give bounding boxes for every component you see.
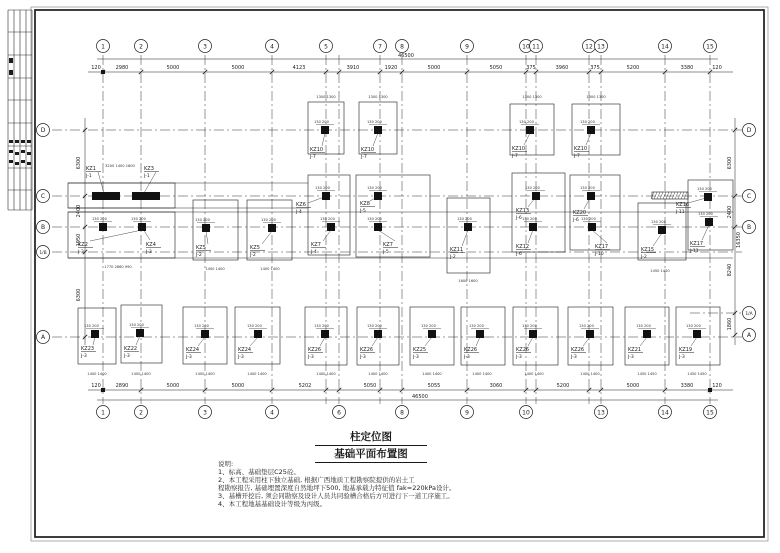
svg-text:2: 2 <box>139 43 143 51</box>
drawing-title <box>315 429 427 463</box>
svg-text:6: 6 <box>337 409 341 417</box>
svg-text:J-10: J-10 <box>595 252 604 257</box>
shear-wall-marker <box>132 192 160 200</box>
svg-text:J-1: J-1 <box>86 174 92 179</box>
svg-text:C: C <box>40 193 46 201</box>
column-marker <box>374 223 382 231</box>
svg-text:1/A: 1/A <box>745 312 753 318</box>
svg-text:1: 1 <box>101 409 105 417</box>
svg-text:J-7: J-7 <box>310 155 316 160</box>
svg-text:1770 2860 990: 1770 2860 990 <box>104 265 132 269</box>
column-marker <box>321 126 329 134</box>
column-marker <box>99 223 107 231</box>
svg-text:KZ19: KZ19 <box>679 347 693 353</box>
svg-text:6300: 6300 <box>76 156 82 170</box>
svg-text:1920: 1920 <box>384 65 398 71</box>
svg-text:5200: 5200 <box>556 383 570 389</box>
svg-text:130 200: 130 200 <box>314 120 329 124</box>
svg-text:5000: 5000 <box>166 383 180 389</box>
svg-text:KZ26: KZ26 <box>308 347 322 353</box>
svg-text:46500: 46500 <box>398 53 414 59</box>
svg-text:B: B <box>40 224 46 232</box>
svg-text:46500: 46500 <box>412 394 428 400</box>
svg-text:B: B <box>746 224 752 232</box>
svg-text:130 200: 130 200 <box>457 217 472 221</box>
svg-text:KZ25: KZ25 <box>413 347 427 353</box>
svg-text:KZ10: KZ10 <box>512 146 526 152</box>
column-marker <box>529 330 537 338</box>
svg-text:130 200: 130 200 <box>367 217 382 221</box>
column-marker <box>268 224 276 232</box>
svg-text:1400 1400: 1400 1400 <box>87 372 107 376</box>
svg-text:J-6: J-6 <box>516 216 522 221</box>
svg-text:130 200: 130 200 <box>580 186 595 190</box>
column-marker <box>588 223 596 231</box>
svg-text:KZ2: KZ2 <box>78 242 88 248</box>
svg-text:1300 1300: 1300 1300 <box>316 95 336 99</box>
column-marker <box>693 330 701 338</box>
svg-text:D: D <box>40 127 46 135</box>
svg-text:1400 1400: 1400 1400 <box>368 372 388 376</box>
svg-text:130 200: 130 200 <box>581 217 596 221</box>
svg-text:5000: 5000 <box>231 65 245 71</box>
svg-text:130 200: 130 200 <box>522 217 537 221</box>
column-marker <box>428 330 436 338</box>
svg-text:3380: 3380 <box>680 383 694 389</box>
svg-text:130 200: 130 200 <box>469 324 484 328</box>
note-line: 3、基槽开挖后, 须会同勘察及设计人员共同验槽合格后方可进行下一道工序施工。 <box>218 492 454 500</box>
svg-text:8: 8 <box>400 409 404 417</box>
notes-list <box>218 468 518 508</box>
svg-text:5050: 5050 <box>489 65 503 71</box>
svg-text:KZ8: KZ8 <box>360 201 370 207</box>
svg-text:3060: 3060 <box>489 383 503 389</box>
note-line: 4、本工程地基基础设计等级为丙级。 <box>218 500 327 508</box>
dimension-lines <box>76 53 742 400</box>
column-marker <box>202 224 210 232</box>
svg-text:6300: 6300 <box>76 288 82 302</box>
svg-text:J-3: J-3 <box>679 355 685 360</box>
svg-text:3200 1400 1600: 3200 1400 1600 <box>105 164 135 168</box>
svg-text:J-6: J-6 <box>516 252 522 257</box>
column-marker <box>254 330 262 338</box>
svg-text:KZ24: KZ24 <box>186 347 200 353</box>
svg-text:2: 2 <box>139 409 143 417</box>
svg-text:J-3: J-3 <box>78 250 84 255</box>
svg-text:J-3: J-3 <box>516 355 522 360</box>
svg-text:1450 1450: 1450 1450 <box>637 372 657 376</box>
svg-text:130 200: 130 200 <box>525 186 540 190</box>
svg-text:KZ10: KZ10 <box>310 147 324 153</box>
svg-text:3: 3 <box>203 43 207 51</box>
svg-text:KZ7: KZ7 <box>383 242 393 248</box>
svg-text:130 200: 130 200 <box>320 217 335 221</box>
svg-text:130 200: 130 200 <box>698 212 713 216</box>
column-marker <box>136 329 144 337</box>
title-block-strip <box>8 10 32 210</box>
svg-text:120: 120 <box>91 383 101 389</box>
column-marker <box>374 126 382 134</box>
svg-text:130 200: 130 200 <box>247 324 262 328</box>
svg-text:4: 4 <box>270 409 274 417</box>
svg-text:1400 1400: 1400 1400 <box>472 372 492 376</box>
column-marker <box>643 330 651 338</box>
svg-text:9: 9 <box>465 43 469 51</box>
svg-text:2400: 2400 <box>76 204 82 218</box>
svg-text:8240: 8240 <box>727 263 733 277</box>
svg-text:A: A <box>40 334 46 342</box>
svg-text:130 200: 130 200 <box>697 187 712 191</box>
svg-text:KZ20: KZ20 <box>573 210 587 216</box>
column-marker <box>704 193 712 201</box>
column-marker <box>587 126 595 134</box>
svg-text:J-4: J-4 <box>311 250 317 255</box>
svg-text:130 200: 130 200 <box>636 324 651 328</box>
svg-text:5000: 5000 <box>231 383 245 389</box>
svg-text:130 200: 130 200 <box>129 323 144 327</box>
note-line: 程勘察报告, 基础埋置深度自然地坪下500, 地基承载力特征值 fak=220kPa设计。 <box>218 484 456 492</box>
svg-text:120: 120 <box>91 65 101 71</box>
svg-text:2890: 2890 <box>115 383 129 389</box>
svg-text:375: 375 <box>526 65 536 71</box>
svg-text:5000: 5000 <box>166 65 180 71</box>
svg-text:J-3: J-3 <box>146 250 152 255</box>
svg-text:1400 1400: 1400 1400 <box>195 372 215 376</box>
svg-text:5202: 5202 <box>298 383 312 389</box>
column-marker <box>91 330 99 338</box>
svg-text:120: 120 <box>712 383 722 389</box>
svg-text:J-11: J-11 <box>690 249 699 254</box>
svg-text:3960: 3960 <box>555 65 569 71</box>
svg-text:1300 1300: 1300 1300 <box>368 95 388 99</box>
svg-text:130 200: 130 200 <box>651 220 666 224</box>
svg-text:16350: 16350 <box>736 232 742 248</box>
svg-text:J-3: J-3 <box>308 355 314 360</box>
svg-text:10: 10 <box>522 43 530 51</box>
column-marker <box>374 192 382 200</box>
svg-text:J-3: J-3 <box>238 355 244 360</box>
column-marker <box>532 192 540 200</box>
svg-text:J-7: J-7 <box>512 154 518 159</box>
svg-text:KZ26: KZ26 <box>464 347 478 353</box>
svg-text:KZ1: KZ1 <box>86 166 96 172</box>
svg-text:1400 1400: 1400 1400 <box>247 372 267 376</box>
svg-text:15: 15 <box>706 409 714 417</box>
svg-text:130 200: 130 200 <box>580 120 595 124</box>
svg-text:130 200: 130 200 <box>194 324 209 328</box>
svg-text:3910: 3910 <box>346 65 360 71</box>
svg-text:1/B: 1/B <box>39 251 47 257</box>
svg-text:KZ6: KZ6 <box>296 202 306 208</box>
svg-text:130 200: 130 200 <box>315 186 330 190</box>
svg-text:9: 9 <box>465 409 469 417</box>
svg-text:130 200: 130 200 <box>367 324 382 328</box>
svg-text:130 200: 130 200 <box>367 120 382 124</box>
svg-text:15: 15 <box>706 43 714 51</box>
svg-text:J-2: J-2 <box>641 255 647 260</box>
note-line: 2、本工程采用柱下独立基础, 根据广西地质工程勘察院提供的岩土工 <box>218 476 415 484</box>
svg-text:1400 1400: 1400 1400 <box>422 372 442 376</box>
svg-text:1450 1450: 1450 1450 <box>687 372 707 376</box>
svg-text:120: 120 <box>712 65 722 71</box>
note-line: 1、标高、基础垫层C25砼。 <box>218 468 300 476</box>
svg-text:5200: 5200 <box>626 65 640 71</box>
svg-text:130 200: 130 200 <box>84 324 99 328</box>
svg-text:KZ15: KZ15 <box>641 247 655 253</box>
svg-text:J-2: J-2 <box>250 253 256 258</box>
svg-text:KZ17: KZ17 <box>595 244 609 250</box>
shear-wall-marker <box>92 192 120 200</box>
svg-text:J-4: J-4 <box>296 210 302 215</box>
drawing-title-line2: 基础平面布置图 <box>315 446 427 463</box>
svg-text:1400 1400: 1400 1400 <box>580 372 600 376</box>
svg-text:130 200: 130 200 <box>579 324 594 328</box>
column-marker <box>321 330 329 338</box>
svg-text:1400 1400: 1400 1400 <box>205 267 225 271</box>
notes-heading: 说明: <box>218 460 234 468</box>
column-marker <box>327 223 335 231</box>
svg-text:J-1: J-1 <box>144 174 150 179</box>
svg-text:5055: 5055 <box>427 383 441 389</box>
svg-text:J-3: J-3 <box>186 355 192 360</box>
svg-text:J-3: J-3 <box>413 355 419 360</box>
column-labels <box>77 95 709 376</box>
svg-text:J-2: J-2 <box>450 255 456 260</box>
svg-text:KZ26: KZ26 <box>360 347 374 353</box>
svg-text:7: 7 <box>378 43 382 51</box>
column-marker <box>705 218 713 226</box>
svg-text:KZ13: KZ13 <box>516 208 530 214</box>
svg-text:3: 3 <box>203 409 207 417</box>
svg-text:375: 375 <box>590 65 600 71</box>
svg-text:5000: 5000 <box>626 383 640 389</box>
svg-text:J-3: J-3 <box>360 355 366 360</box>
column-marker <box>138 223 146 231</box>
svg-text:KZ22: KZ22 <box>124 346 138 352</box>
column-marker <box>658 226 666 234</box>
svg-text:13: 13 <box>597 43 605 51</box>
column-marker <box>464 223 472 231</box>
svg-text:J-3: J-3 <box>628 355 634 360</box>
svg-text:KZ23: KZ23 <box>81 346 95 352</box>
svg-text:2980: 2980 <box>115 65 129 71</box>
svg-text:J-7: J-7 <box>574 154 580 159</box>
svg-text:KZ10: KZ10 <box>361 147 375 153</box>
svg-text:5050: 5050 <box>363 383 377 389</box>
svg-text:J-5: J-5 <box>360 209 366 214</box>
svg-text:KZ10: KZ10 <box>574 146 588 152</box>
svg-text:KZ7: KZ7 <box>311 242 321 248</box>
svg-text:1: 1 <box>101 43 105 51</box>
svg-text:8: 8 <box>400 43 404 51</box>
svg-text:J-3: J-3 <box>571 355 577 360</box>
svg-text:1450 1450: 1450 1450 <box>650 269 670 273</box>
svg-text:130 200: 130 200 <box>195 218 210 222</box>
svg-text:4: 4 <box>270 43 274 51</box>
dim-origin-markers <box>101 70 712 392</box>
footing-outline <box>68 212 175 258</box>
svg-text:130 200: 130 200 <box>421 324 436 328</box>
column-marker <box>587 192 595 200</box>
svg-text:KZ3: KZ3 <box>144 166 154 172</box>
svg-text:KZ11: KZ11 <box>450 247 464 253</box>
footings <box>68 102 733 365</box>
svg-text:KZ12: KZ12 <box>516 244 530 250</box>
svg-text:1400 1400: 1400 1400 <box>260 267 280 271</box>
svg-text:1300 1300: 1300 1300 <box>522 95 542 99</box>
svg-text:KZ21: KZ21 <box>628 347 642 353</box>
svg-text:130 200: 130 200 <box>367 186 382 190</box>
svg-text:130 200: 130 200 <box>261 218 276 222</box>
svg-text:KZ24: KZ24 <box>238 347 252 353</box>
column-marker <box>526 126 534 134</box>
svg-text:J-3: J-3 <box>464 355 470 360</box>
column-marker <box>586 330 594 338</box>
svg-text:14: 14 <box>661 409 669 417</box>
svg-text:1950: 1950 <box>76 233 82 247</box>
column-marker <box>476 330 484 338</box>
svg-text:J-6: J-6 <box>573 218 579 223</box>
svg-text:J-2: J-2 <box>196 253 202 258</box>
svg-text:C: C <box>746 193 752 201</box>
svg-text:130 200: 130 200 <box>131 217 146 221</box>
svg-text:D: D <box>746 127 752 135</box>
drawing-title-line1: 柱定位图 <box>315 429 427 446</box>
svg-text:130 200: 130 200 <box>686 324 701 328</box>
svg-text:14: 14 <box>661 43 669 51</box>
svg-text:2400: 2400 <box>727 205 733 219</box>
svg-text:J-7: J-7 <box>361 155 367 160</box>
svg-text:A: A <box>746 332 752 340</box>
svg-text:1400 1400: 1400 1400 <box>316 372 336 376</box>
column-marker <box>201 330 209 338</box>
footing-outline <box>193 200 238 260</box>
svg-text:5000: 5000 <box>427 65 441 71</box>
column-marker <box>529 223 537 231</box>
svg-text:KZ4: KZ4 <box>146 242 156 248</box>
svg-text:KZ26: KZ26 <box>571 347 585 353</box>
svg-text:130 200: 130 200 <box>314 324 329 328</box>
column-marker <box>322 192 330 200</box>
svg-text:13: 13 <box>597 409 605 417</box>
column-marker <box>374 330 382 338</box>
svg-text:KZ16: KZ16 <box>676 202 690 208</box>
general-notes <box>218 460 518 508</box>
svg-text:130 200: 130 200 <box>522 324 537 328</box>
svg-text:1600 1600: 1600 1600 <box>458 279 478 283</box>
svg-text:KZ26: KZ26 <box>516 347 530 353</box>
svg-text:J-3: J-3 <box>124 354 130 359</box>
svg-text:J-5: J-5 <box>383 250 389 255</box>
svg-text:J-11: J-11 <box>676 210 685 215</box>
svg-text:12: 12 <box>585 43 593 51</box>
svg-text:KZ5: KZ5 <box>250 245 260 251</box>
svg-text:1860: 1860 <box>727 317 733 331</box>
svg-text:6300: 6300 <box>727 156 733 170</box>
svg-text:1400 1400: 1400 1400 <box>131 372 151 376</box>
svg-text:10: 10 <box>522 409 530 417</box>
svg-text:3380: 3380 <box>680 65 694 71</box>
svg-text:1400 1400: 1400 1400 <box>524 372 544 376</box>
svg-text:11: 11 <box>532 43 540 51</box>
strip-footing-bands <box>68 183 733 258</box>
svg-text:1300 1300: 1300 1300 <box>586 95 606 99</box>
svg-text:130 200: 130 200 <box>92 217 107 221</box>
svg-text:5: 5 <box>324 43 328 51</box>
svg-text:4123: 4123 <box>292 65 306 71</box>
svg-text:J-3: J-3 <box>81 354 87 359</box>
svg-text:KZ17: KZ17 <box>690 241 704 247</box>
svg-text:130 200: 130 200 <box>519 120 534 124</box>
footing-outline <box>447 198 490 273</box>
svg-text:KZ5: KZ5 <box>196 245 206 251</box>
